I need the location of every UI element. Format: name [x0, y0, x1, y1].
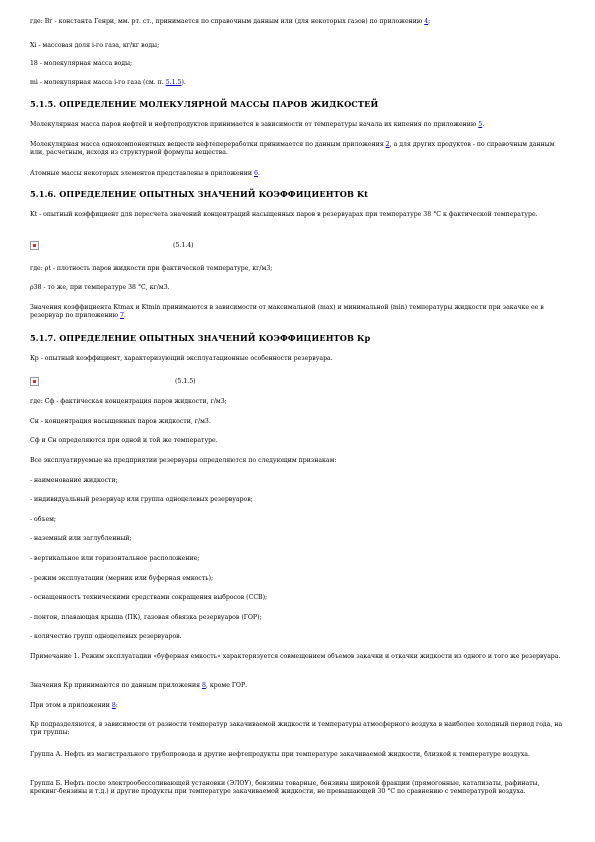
appendix-link[interactable]: 4: [424, 18, 429, 25]
text-run: , кроме ГОР.: [205, 682, 248, 689]
paragraph: [30, 398, 568, 406]
paragraph: [30, 780, 568, 795]
text-run: Атомные массы некоторых элементов представлены в приложении: [30, 170, 255, 177]
text-run: , а для других продуктов - по справочным данным или, расчетным, исходя из структурной формулы вещества.: [30, 141, 555, 156]
appendix-link[interactable]: 5: [478, 121, 483, 128]
text-run: ρ38 - то же, при температуре 38 °С, кг/м3.: [30, 284, 170, 291]
appendix-link[interactable]: 2: [385, 141, 390, 148]
paragraph: [30, 79, 568, 87]
appendix-link[interactable]: 7: [120, 311, 124, 319]
section-heading: [30, 333, 568, 343]
paragraph: [30, 594, 568, 602]
section-heading: [30, 189, 568, 199]
paragraph: [30, 170, 568, 178]
paragraph: [30, 653, 568, 661]
text-run: Все эксплуатируемые на предприятии резервуары определяются по следующим признакам:: [30, 457, 337, 464]
paragraph: [30, 60, 568, 68]
text-run: Сн - концентрация насыщенных паров жидкости, г/м3.: [30, 418, 211, 425]
paragraph: [30, 682, 568, 690]
appendix-link[interactable]: 6: [254, 170, 258, 177]
text-run: Группа А. Нефть из магистрального трубопровода и другие нефтепродукты при температуре закачиваемой жидкости, близкой к температуре воздуха.: [30, 751, 530, 758]
text-run: .: [123, 311, 126, 319]
paragraph: [30, 42, 568, 50]
text-run: :: [115, 702, 118, 709]
paragraph: [30, 18, 568, 26]
paragraph: [30, 516, 568, 524]
broken-image-icon: [30, 377, 39, 386]
text-run: Молекулярная масса паров нефтей и нефтепродуктов принимается в зависимости от температуры начала их кипения по приложению: [30, 121, 479, 128]
text-run: При этом в приложении: [30, 702, 112, 709]
paragraph: [30, 702, 568, 710]
paragraph: [30, 535, 568, 543]
text-run: Сф и Сн определяются при одной и той же температуре.: [30, 437, 218, 444]
text-run: - объем;: [30, 516, 57, 523]
section-heading: [30, 99, 568, 109]
text-run: ).: [181, 79, 186, 86]
text-run: - вертикальное или горизонтальное расположение;: [30, 555, 200, 562]
text-run: Молекулярная масса однокомпонентных веществ нефтепереработки принимается по данным приложения: [30, 141, 386, 148]
paragraph: [30, 457, 568, 465]
paragraph: [30, 121, 568, 129]
text-run: ;: [428, 18, 431, 25]
text-run: .: [482, 121, 485, 128]
paragraph: [30, 751, 568, 759]
paragraph: [30, 555, 568, 563]
text-run: Кр - опытный коэффициент, характеризующий эксплуатационные особенности резервуара.: [30, 355, 333, 362]
paragraph: [30, 496, 568, 504]
paragraph: [30, 211, 568, 219]
text-run: 5.1.7. ОПРЕДЕЛЕНИЕ ОПЫТНЫХ ЗНАЧЕНИЙ КОЭФФИЦИЕНТОВ Кр: [30, 333, 371, 343]
paragraph: [30, 284, 568, 292]
formula-row: [30, 241, 330, 253]
text-run: .: [257, 170, 260, 177]
paragraph: [30, 614, 568, 622]
paragraph: [30, 355, 568, 363]
text-run: 18 - молекулярная масса воды;: [30, 60, 133, 67]
appendix-link[interactable]: 8: [111, 702, 116, 709]
text-run: 5.1.5. ОПРЕДЕЛЕНИЕ МОЛЕКУЛЯРНОЙ МАССЫ ПАРОВ ЖИДКОСТЕЙ: [30, 99, 379, 109]
paragraph: [30, 418, 568, 426]
broken-image-icon: [30, 241, 39, 250]
paragraph: [30, 304, 568, 319]
text-run: Xi - массовая доля i-го газа, кг/кг воды;: [30, 42, 160, 49]
paragraph: [30, 575, 568, 583]
text-run: - оснащенность техническими средствами сокращения выбросов (ССВ);: [30, 594, 268, 601]
equation-number: (5.1.5): [175, 378, 196, 385]
formula-row: [30, 377, 330, 389]
text-run: - наземный или заглубленный;: [30, 535, 132, 542]
paragraph: [30, 265, 568, 273]
appendix-link[interactable]: 8: [201, 682, 206, 689]
text-run: - режим эксплуатации (мерник или буферная емкость);: [30, 575, 214, 582]
appendix-link[interactable]: 5.1.5: [165, 79, 182, 86]
text-run: Группа Б. Нефть после электрообессоливающей установки (ЭЛОУ), бензины товарные, бензины широкой фракции (прямогонные, катализаты, рафинаты, крекинг-бензины и т.д.) и другие продукты при температуре закачиваемой жидкости, не превышающей 30 °С по сравнению с температурой воздуха.: [30, 780, 540, 795]
text-run: где: Сф - фактическая концентрация паров жидкости, г/м3;: [30, 398, 227, 405]
text-run: 5.1.6. ОПРЕДЕЛЕНИЕ ОПЫТНЫХ ЗНАЧЕНИЙ КОЭФФИЦИЕНТОВ Kt: [30, 189, 369, 199]
text-run: - количество групп одноцелевых резервуаров.: [30, 633, 182, 640]
paragraph: [30, 721, 568, 736]
text-run: - понтон, плавающая крыша (ПК), газовая обвязка резервуаров (ГОР);: [30, 614, 262, 621]
text-run: Kt - опытный коэффициент для пересчета значений концентраций насыщенных паров в резервуарах при температуре 38 °С к фактической температуре.: [30, 211, 538, 218]
text-run: Кр подразделяются, в зависимости от разности температур закачиваемой жидкости и температуры атмосферного воздуха в наиболее холодный период года, на три группы:: [30, 721, 563, 736]
text-run: - индивидуальный резервуар или группа одноцелевых резервуаров;: [30, 496, 253, 503]
equation-number: (5.1.4): [173, 242, 194, 249]
text-run: mi - молекулярная масса i-го газа (см. п.: [30, 79, 166, 86]
text-run: Значения коэффициента Ktmax и Ktmin принимаются в зависимости от максимальной (max) и минимальной (min) температуры жидкости при закачке ее в резервуар по приложению: [30, 304, 544, 319]
text-run: где: Вг - константа Генри, мм. рт. ст., принимается по справочным данным или (для некоторых газов) по приложению: [30, 18, 425, 25]
text-run: - наименование жидкости;: [30, 477, 118, 484]
paragraph: [30, 633, 568, 641]
text-run: Примечание 1. Режим эксплуатации «буферная емкость» характеризуется совмещением объемов закачки и откачки жидкости из одного и того же резервуара.: [30, 653, 561, 660]
text-run: где: ρt - плотность паров жидкости при фактической температуре, кг/м3;: [30, 265, 273, 272]
text-run: Значения Кр принимаются по данным приложения: [30, 682, 202, 689]
paragraph: [30, 437, 568, 445]
paragraph: [30, 141, 568, 156]
paragraph: [30, 477, 568, 485]
